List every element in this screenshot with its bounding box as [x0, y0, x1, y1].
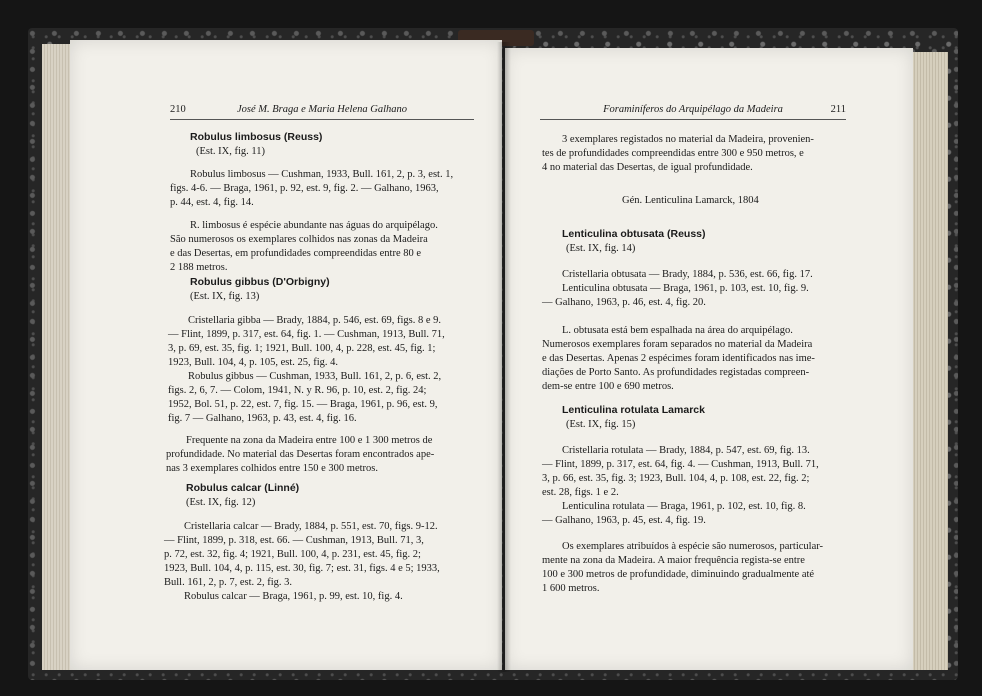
text-line: e das Desertas. Apenas 2 espécimes foram identificados nas ime- [542, 353, 815, 364]
text-line: — Galhano, 1963, p. 45, est. 4, fig. 19. [542, 515, 706, 526]
text-line: 1923, Bull. 104, 4, p. 105, est. 25, fig. 4. [168, 357, 339, 368]
text-line: 3, p. 69, est. 35, fig. 1; 1921, Bull. 100, 4, p. 228, est. 45, fig. 1; [168, 343, 436, 354]
text-line: Robulus limbosus — Cushman, 1933, Bull. 161, 2, p. 3, est. 1, [190, 169, 454, 180]
text-line: (Est. IX, fig. 12) [186, 497, 256, 508]
text-line: (Est. IX, fig. 13) [190, 291, 260, 302]
left-running-title: José M. Braga e Maria Helena Galhano [236, 104, 407, 115]
right-running-title: Foraminíferos do Arquipélago da Madeira [603, 104, 783, 115]
species-heading: Robulus limbosus (Reuss) [190, 131, 323, 143]
text-line: Frequente na zona da Madeira entre 100 e 1 300 metros de [186, 435, 433, 446]
text-line: — Flint, 1899, p. 318, est. 66. — Cushman, 1913, Bull. 71, 3, [164, 535, 424, 546]
text-line: L. obtusata está bem espalhada na área do arquipélago. [562, 325, 793, 336]
right-running-head [540, 104, 846, 120]
text-line: Os exemplares atribuídos à espécie são numerosos, particular- [562, 541, 824, 552]
text-line: 1 600 metros. [542, 583, 600, 594]
text-line: dem-se entre 100 e 690 metros. [542, 381, 674, 392]
text-line: est. 28, figs. 1 e 2. [542, 487, 619, 498]
text-line: 1952, Bol. 51, p. 22, est. 7, fig. 15. — Braga, 1961, p. 96, est. 9, [168, 399, 438, 410]
text-line: — Flint, 1899, p. 317, est. 64, fig. 4. — Cushman, 1913, Bull. 71, [542, 459, 819, 470]
text-line: — Flint, 1899, p. 317, est. 64, fig. 1. — Cushman, 1913, Bull. 71, [168, 329, 445, 340]
species-heading: Lenticulina obtusata (Reuss) [562, 228, 706, 240]
text-line: figs. 2, 6, 7. — Colom, 1941, N. y R. 96, p. 10, est. 2, fig. 24; [168, 385, 427, 396]
text-line: tes de profundidades compreendidas entre 300 e 950 metros, e [542, 148, 804, 159]
text-line: 2 188 metros. [170, 262, 228, 273]
text-line: profundidade. No material das Desertas foram encontrados ape- [166, 449, 435, 460]
species-heading: Robulus gibbus (D'Orbigny) [190, 276, 330, 288]
text-line: Numerosos exemplares foram separados no material da Madeira [542, 339, 813, 350]
text-line: 3, p. 66, est. 35, fig. 3; 1923, Bull. 104, 4, p. 108, est. 22, fig. 2; [542, 473, 810, 484]
text-line: Cristellaria gibba — Brady, 1884, p. 546, est. 69, figs. 8 e 9. [188, 315, 442, 326]
right-page-number: 211 [830, 104, 846, 115]
text-line: mente na zona da Madeira. A maior frequência regista-se entre [542, 555, 805, 566]
right-page-edges [912, 52, 948, 670]
text-line: Cristellaria obtusata — Brady, 1884, p. 536, est. 66, fig. 17. [562, 269, 813, 280]
left-page-edges [42, 44, 72, 670]
text-line: R. limbosus é espécie abundante nas águas do arquipélago. [190, 220, 438, 231]
text-line: nas 3 exemplares colhidos entre 150 e 300 metros. [166, 463, 378, 474]
left-page-number: 210 [170, 104, 186, 115]
text-line: p. 44, est. 4, fig. 14. [170, 197, 254, 208]
text-line: Lenticulina rotulata — Braga, 1961, p. 102, est. 10, fig. 8. [562, 501, 806, 512]
text-line: e das Desertas, em profundidades compreendidas entre 80 e [170, 248, 422, 259]
text-line: 100 e 300 metros de profundidade, diminuindo gradualmente até [542, 569, 815, 580]
text-line: São numerosos os exemplares colhidos nas zonas da Madeira [170, 234, 428, 245]
text-line: diações de Porto Santo. As profundidades registadas compreen- [542, 367, 810, 378]
text-line: 1923, Bull. 104, 4, p. 115, est. 30, fig. 7; est. 31, figs. 4 e 5; 1933, [164, 563, 440, 574]
text-line: Robulus calcar — Braga, 1961, p. 99, est. 10, fig. 4. [184, 591, 403, 602]
text-line: (Est. IX, fig. 15) [566, 419, 636, 430]
text-line: (Est. IX, fig. 11) [196, 146, 266, 157]
genus-heading: Gén. Lenticulina Lamarck, 1804 [622, 195, 759, 206]
text-line: Bull. 161, 2, p. 7, est. 2, fig. 3. [164, 577, 293, 588]
text-line: 3 exemplares registados no material da Madeira, provenien- [562, 134, 814, 145]
text-line: (Est. IX, fig. 14) [566, 243, 636, 254]
text-line: figs. 4-6. — Braga, 1961, p. 92, est. 9, fig. 2. — Galhano, 1963, [170, 183, 439, 194]
text-line: Cristellaria calcar — Brady, 1884, p. 551, est. 70, figs. 9-12. [184, 521, 438, 532]
text-line: Cristellaria rotulata — Brady, 1884, p. 547, est. 69, fig. 13. [562, 445, 810, 456]
left-running-head [170, 104, 474, 120]
text-line: Robulus gibbus — Cushman, 1933, Bull. 161, 2, p. 6, est. 2, [188, 371, 442, 382]
text-line: 4 no material das Desertas, de igual profundidade. [542, 162, 753, 173]
species-heading: Robulus calcar (Linné) [186, 482, 300, 494]
book-gutter [497, 42, 511, 672]
text-line: p. 72, est. 32, fig. 4; 1921, Bull. 100, 4, p. 231, est. 45, fig. 2; [164, 549, 421, 560]
text-line: Lenticulina obtusata — Braga, 1961, p. 103, est. 10, fig. 9. [562, 283, 809, 294]
text-line: fig. 7 — Galhano, 1963, p. 43, est. 4, fig. 16. [168, 413, 357, 424]
text-line: — Galhano, 1963, p. 46, est. 4, fig. 20. [542, 297, 706, 308]
species-heading: Lenticulina rotulata Lamarck [562, 404, 705, 416]
